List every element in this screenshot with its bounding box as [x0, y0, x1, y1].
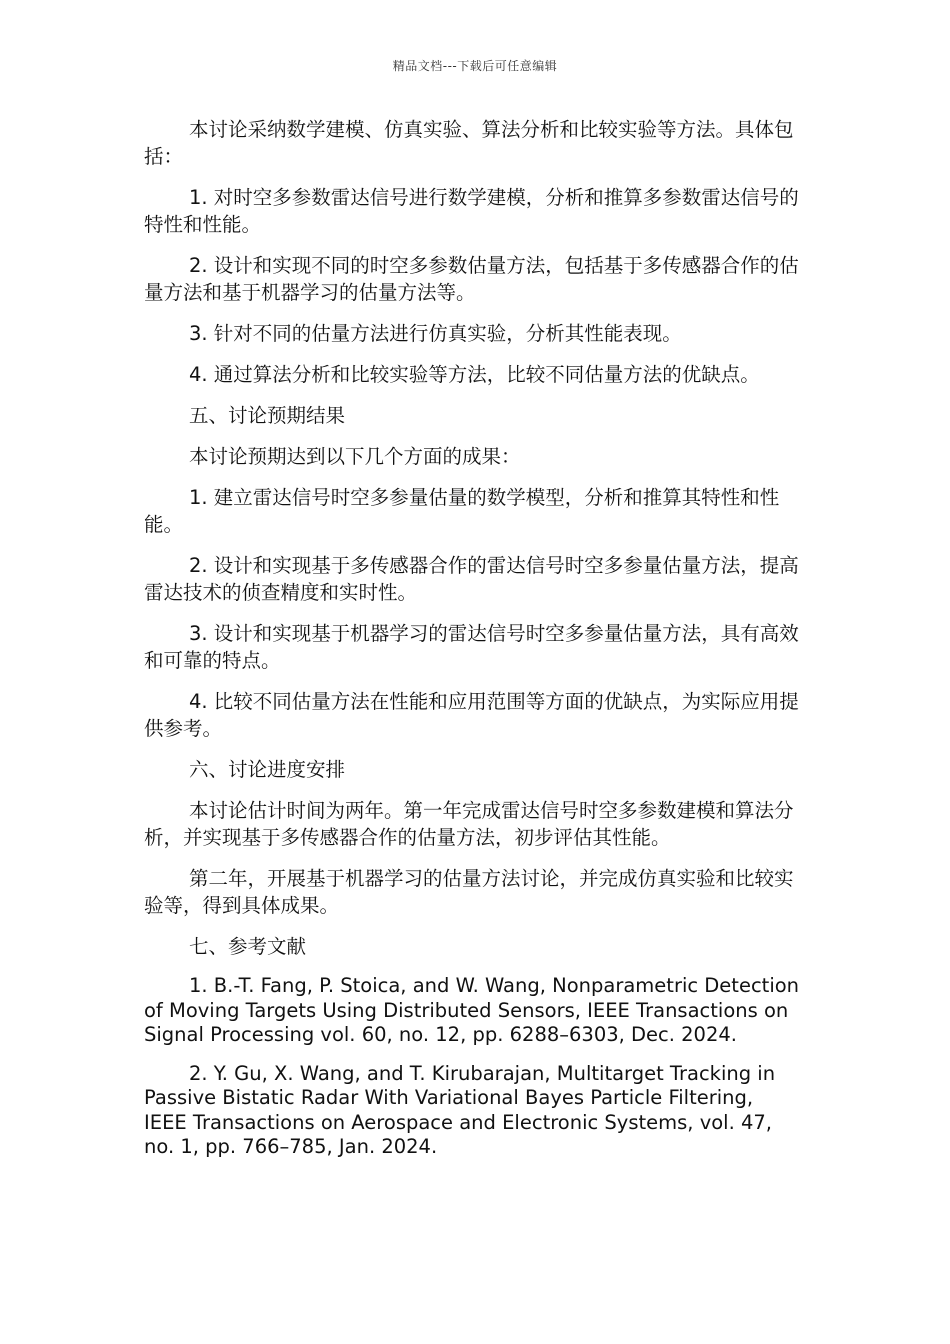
expected-result-1: 1. 建立雷达信号时空多参量估量的数学模型，分析和推算其特性和性能。 — [144, 486, 780, 536]
reference-2: 2. Y. Gu, X. Wang, and T. Kirubarajan, Multitarget Tracking in Passive Bistatic Radar With Variational Bayes Particle Filtering, IEEE Transactions on Aerospace and Electronic Systems, vol. 47, no. 1, pp. 766–785, Jan. 2024. — [144, 1061, 776, 1158]
expected-results-intro: 本讨论预期达到以下几个方面的成果： — [189, 445, 521, 468]
reference-1: 1. B.-T. Fang, P. Stoica, and W. Wang, Nonparametric Detection of Moving Targets Using Distributed Sensors, IEEE Transactions on Signal Processing vol. 60, no. 12, pp. 6288–6303, Dec. 2024. — [144, 974, 800, 1046]
methods-item-3: 3. 针对不同的估量方法进行仿真实验，分析其性能表现。 — [189, 322, 682, 345]
methods-item-1: 1. 对时空多参数雷达信号进行数学建模，分析和推算多参数雷达信号的特性和性能。 — [144, 186, 799, 236]
methods-item-4: 4. 通过算法分析和比较实验等方法，比较不同估量方法的优缺点。 — [189, 363, 760, 386]
schedule-year-2: 第二年，开展基于机器学习的估量方法讨论，并完成仿真实验和比较实验等，得到具体成果。 — [144, 867, 794, 917]
section-heading-schedule: 六、讨论进度安排 — [189, 758, 346, 781]
expected-result-4: 4. 比较不同估量方法在性能和应用范围等方面的优缺点，为实际应用提供参考。 — [144, 690, 799, 740]
methods-item-2: 2. 设计和实现不同的时空多参数估量方法，包括基于多传感器合作的估量方法和基于机器学习的估量方法等。 — [144, 254, 799, 304]
document-body — [144, 116, 800, 1174]
schedule-year-1: 本讨论估计时间为两年。第一年完成雷达信号时空多参数建模和算法分析，并实现基于多传感器合作的估量方法，初步评估其性能。 — [144, 799, 794, 849]
section-heading-expected-results: 五、讨论预期结果 — [189, 404, 346, 427]
section-heading-references: 七、参考文献 — [189, 935, 307, 958]
methods-intro-paragraph: 本讨论采纳数学建模、仿真实验、算法分析和比较实验等方法。具体包括： — [144, 118, 794, 168]
page-header: 精品文档---下载后可任意编辑 — [392, 59, 558, 73]
expected-result-3: 3. 设计和实现基于机器学习的雷达信号时空多参量估量方法，具有高效和可靠的特点。 — [144, 622, 799, 672]
expected-result-2: 2. 设计和实现基于多传感器合作的雷达信号时空多参量估量方法，提高雷达技术的侦查精度和实时性。 — [144, 554, 799, 604]
